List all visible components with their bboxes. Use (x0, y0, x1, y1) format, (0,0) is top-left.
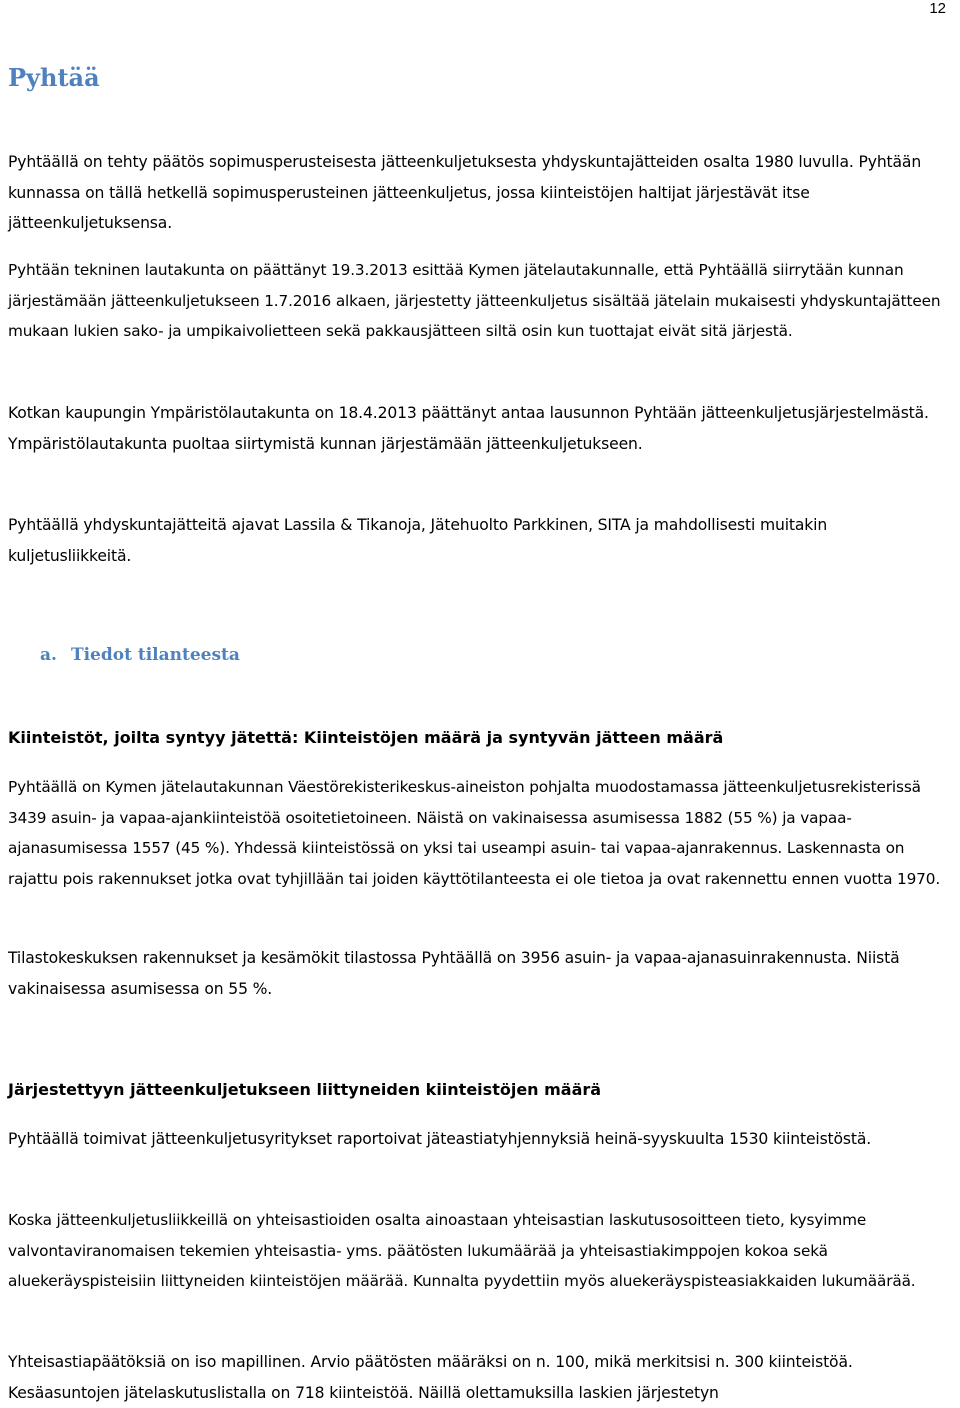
section-paragraph: Pyhtäällä on Kymen jätelautakunnan Väestörekisterikeskus-aineiston pohjalta muodostamassa jätteenkuljetusrekisterissä 3439 asuin- ja vapaa-ajankiinteistöä osoitetietoineen. Näistä on vakinaisessa asumisessa 1882 (55 %) ja vapaa-ajanasumisessa 1557 (45 %). Yhdessä kiinteistössä on yksi tai useampi asuin- tai vapaa-ajanrakennus. Laskennasta on rajattu pois rakennukset jotka ovat tyhjillään tai joiden käyttötilanteesta ei ole tietoa ja ovat rakennettu ennen vuotta 1970. (8, 778, 941, 888)
intro-paragraph: Pyhtään tekninen lautakunta on päättänyt 19.3.2013 esittää Kymen jätelautakunnalle, että Pyhtäällä siirrytään kunnan järjestämään jätteenkuljetukseen 1.7.2016 alkaen, järjestetty jätteenkuljetus sisältää jätelain mukaisesti yhdyskuntajätteen mukaan lukien sako- ja umpikaivolietteen sekä pakkausjätteen siltä osin kun tuottajat eivät sitä järjestä. (8, 261, 941, 340)
intro-paragraph: Pyhtäällä on tehty päätös sopimusperusteisesta jätteenkuljetuksesta yhdyskuntajätteiden osalta 1980 luvulla. Pyhtään kunnassa on tällä hetkellä sopimusperusteinen jätteenkuljetus, jossa kiinteistöjen haltijat järjestävät itse jätteenkuljetuksensa. (8, 153, 922, 232)
section-paragraph: Tilastokeskuksen rakennukset ja kesämökit tilastossa Pyhtäällä on 3956 asuin- ja vapaa-ajanasuinrakennusta. Niistä vakinaisessa asumisessa on 55 %. (8, 949, 900, 998)
page-title: Pyhtää (8, 63, 100, 92)
page-number: 12 (929, 0, 946, 17)
section-paragraph: Pyhtäällä toimivat jätteenkuljetusyritykset raportoivat jäteastiatyhjennyksiä heinä-syyskuulta 1530 kiinteistöstä. (8, 1130, 872, 1148)
section-heading-properties: Kiinteistöt, joilta syntyy jätettä: Kiinteistöjen määrä ja syntyvän jätteen määrä (8, 728, 724, 747)
intro-paragraph: Kotkan kaupungin Ympäristölautakunta on 18.4.2013 päättänyt antaa lausunnon Pyhtään jätteenkuljetusjärjestelmästä. Ympäristölautakunta puoltaa siirtymistä kunnan järjestämään jätteenkuljetukseen. (8, 404, 929, 453)
subsection-title: Tiedot tilanteesta (70, 645, 240, 665)
section-heading-organized-transport: Järjestettyyn jätteenkuljetukseen liittyneiden kiinteistöjen määrä (8, 1080, 602, 1099)
subsection-heading (40, 645, 240, 665)
subsection-number: a. (40, 645, 57, 665)
section-paragraph: Koska jätteenkuljetusliikkeillä on yhteisastioiden osalta ainoastaan yhteisastian laskutusosoitteen tieto, kysyimme valvontaviranomaisen tekemien yhteisastia- yms. päätösten lukumäärää ja yhteisastiakimppojen kokoa sekä aluekeräyspisteisiin liittyneiden kiinteistöjen määrää. Kunnalta pyydettiin myös aluekeräyspisteasiakkaiden lukumäärää. (8, 1211, 916, 1290)
section-paragraph: Yhteisastiapäätöksiä on iso mapillinen. Arvio päätösten määräksi on n. 100, mikä merkitsisi n. 300 kiinteistöä. Kesäasuntojen jätelaskutuslistalla on 718 kiinteistöä. Näillä olettamuksilla laskien järjestetyn (8, 1353, 853, 1402)
intro-paragraph: Pyhtäällä yhdyskuntajätteitä ajavat Lassila & Tikanoja, Jätehuolto Parkkinen, SITA ja mahdollisesti muitakin kuljetusliikkeitä. (8, 516, 828, 565)
